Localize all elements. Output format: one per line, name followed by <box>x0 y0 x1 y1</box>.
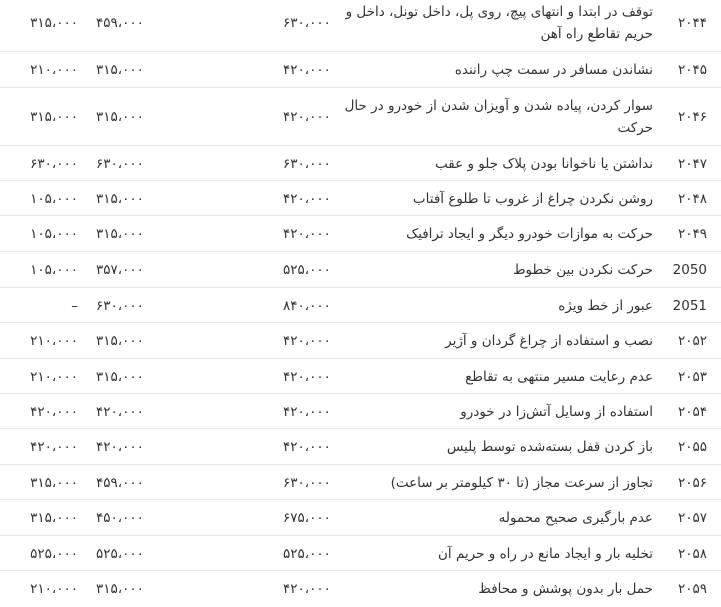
violation-code: ۲۰۵۴ <box>677 403 707 420</box>
violation-description: نداشتن یا ناخوانا بودن پلاک جلو و عقب <box>435 155 653 172</box>
table-row <box>0 0 721 52</box>
fine-amount-a: ۶۳۰،۰۰۰ <box>283 474 331 491</box>
violation-code: ۲۰۵۸ <box>677 545 707 562</box>
table-row <box>0 571 721 607</box>
violation-code: ۲۰۴۴ <box>677 15 707 31</box>
fine-amount-c: ۴۲۰،۰۰۰ <box>30 403 78 420</box>
fine-amount-c: ۲۱۰،۰۰۰ <box>30 368 78 385</box>
table-row <box>0 394 721 429</box>
fine-amount-b: ۶۳۰،۰۰۰ <box>96 297 144 314</box>
violation-code: ۲۰۵۵ <box>677 439 707 455</box>
fine-amount-c: ۲۱۰،۰۰۰ <box>30 581 78 597</box>
fine-amount-b: ۳۱۵،۰۰۰ <box>96 368 144 385</box>
fine-amount-b: ۴۵۰،۰۰۰ <box>96 510 144 526</box>
fine-amount-b: ۳۱۵،۰۰۰ <box>96 62 144 78</box>
fine-amount-b: ۳۱۵،۰۰۰ <box>96 581 144 597</box>
fine-amount-b: ۳۱۵،۰۰۰ <box>96 333 144 349</box>
table-row <box>0 323 721 359</box>
violation-code: 2050 <box>672 262 707 278</box>
table-row <box>0 359 721 394</box>
fine-amount-a: ۴۲۰،۰۰۰ <box>283 403 331 420</box>
violation-description: عبور از خط ویژه <box>558 297 653 314</box>
fine-amount-c: ۱۰۵،۰۰۰ <box>30 262 78 278</box>
violation-description: تجاوز از سرعت مجاز (تا ۳۰ کیلومتر بر ساعت) <box>390 474 653 491</box>
fine-amount-b: ۳۱۵،۰۰۰ <box>96 109 144 125</box>
violation-description: توقف در ابتدا و انتهای پیچ، روی پل، داخل تونل، داخل و حریم تقاطع راه آهن <box>345 4 653 42</box>
violation-description: عدم بارگیری صحیح محموله <box>498 510 653 526</box>
violation-code: ۲۰۴۸ <box>677 190 707 207</box>
fine-amount-b: ۴۲۰،۰۰۰ <box>96 439 144 455</box>
fine-amount-c: ۳۱۵،۰۰۰ <box>30 15 78 31</box>
violation-code: ۲۰۵۲ <box>677 333 707 349</box>
fine-amount-b: ۳۵۷،۰۰۰ <box>96 262 144 278</box>
table-row <box>0 465 721 500</box>
fine-amount-b: ۴۵۹،۰۰۰ <box>96 474 144 491</box>
violation-description: نشاندن مسافر در سمت چپ راننده <box>454 62 653 78</box>
fine-amount-a: ۴۲۰،۰۰۰ <box>283 109 331 125</box>
violation-code: ۲۰۵۳ <box>677 368 707 385</box>
fine-amount-c: – <box>71 297 78 314</box>
fine-amount-a: ۴۲۰،۰۰۰ <box>283 368 331 385</box>
violation-code: ۲۰۴۶ <box>677 109 707 125</box>
table-row <box>0 216 721 252</box>
fine-amount-c: ۲۱۰،۰۰۰ <box>30 62 78 78</box>
violation-code: ۲۰۴۵ <box>677 62 707 78</box>
fine-amount-a: ۴۲۰،۰۰۰ <box>283 581 331 597</box>
fine-amount-b: ۳۱۵،۰۰۰ <box>96 190 144 207</box>
violation-description: حمل بار بدون پوشش و محافظ <box>478 581 653 597</box>
fine-amount-b: ۶۳۰،۰۰۰ <box>96 155 144 172</box>
fine-amount-a: ۴۲۰،۰۰۰ <box>283 333 331 349</box>
fine-amount-b: ۴۲۰،۰۰۰ <box>96 403 144 420</box>
violation-description: نصب و استفاده از چراغ گردان و آژیر <box>445 333 653 349</box>
fine-amount-b: ۴۵۹،۰۰۰ <box>96 15 144 31</box>
table-row <box>0 536 721 571</box>
table-row <box>0 52 721 88</box>
violation-description: عدم رعایت مسیر منتهی به تقاطع <box>465 368 653 385</box>
fine-amount-a: ۶۳۰،۰۰۰ <box>283 15 331 31</box>
table-row <box>0 500 721 536</box>
table-row <box>0 288 721 323</box>
violation-code: ۲۰۵۹ <box>677 581 707 597</box>
violation-code: ۲۰۵۷ <box>677 510 707 526</box>
table-row <box>0 146 721 181</box>
fine-amount-a: ۴۲۰،۰۰۰ <box>283 226 331 242</box>
violation-code: ۲۰۴۹ <box>677 226 707 242</box>
fine-amount-a: ۵۲۵،۰۰۰ <box>283 545 331 562</box>
fine-amount-c: ۲۱۰،۰۰۰ <box>30 333 78 349</box>
violation-code: ۲۰۵۶ <box>677 474 707 491</box>
fine-amount-a: ۴۲۰،۰۰۰ <box>283 190 331 207</box>
table-row <box>0 88 721 146</box>
violation-description: حرکت نکردن بین خطوط <box>513 262 653 278</box>
violation-description: سوار کردن، پیاده شدن و آویزان شدن از خودرو در حال حرکت <box>344 98 653 136</box>
fine-amount-b: ۵۲۵،۰۰۰ <box>96 545 144 562</box>
table-row <box>0 429 721 465</box>
violation-description: حرکت به موازات خودرو دیگر و ایجاد ترافیک <box>406 226 653 242</box>
fine-amount-c: ۱۰۵،۰۰۰ <box>30 190 78 207</box>
violation-code: 2051 <box>672 297 707 314</box>
fine-amount-c: ۱۰۵،۰۰۰ <box>30 226 78 242</box>
fine-amount-a: ۶۳۰،۰۰۰ <box>283 155 331 172</box>
violation-code: ۲۰۴۷ <box>677 155 707 172</box>
fine-amount-c: ۴۲۰،۰۰۰ <box>30 439 78 455</box>
fine-amount-c: ۳۱۵،۰۰۰ <box>30 109 78 125</box>
fine-amount-b: ۳۱۵،۰۰۰ <box>96 226 144 242</box>
violation-description: روشن نکردن چراغ از غروب تا طلوع آفتاب <box>412 190 653 207</box>
fine-amount-a: ۵۲۵،۰۰۰ <box>283 262 331 278</box>
violation-description: تخلیه بار و ایجاد مانع در راه و حریم آن <box>437 545 653 562</box>
table-row <box>0 181 721 216</box>
fine-amount-c: ۳۱۵،۰۰۰ <box>30 510 78 526</box>
fine-amount-a: ۴۲۰،۰۰۰ <box>283 439 331 455</box>
violation-description: استفاده از وسایل آتش‌زا در خودرو <box>460 403 653 420</box>
violation-description: باز کردن قفل بسته‌شده توسط پلیس <box>446 439 653 455</box>
fine-amount-a: ۴۲۰،۰۰۰ <box>283 62 331 78</box>
fine-amount-c: ۳۱۵،۰۰۰ <box>30 474 78 491</box>
fine-amount-a: ۶۷۵،۰۰۰ <box>283 510 331 526</box>
fine-amount-c: ۶۳۰،۰۰۰ <box>30 155 78 172</box>
fine-amount-a: ۸۴۰،۰۰۰ <box>283 297 331 314</box>
fine-amount-c: ۵۲۵،۰۰۰ <box>30 545 78 562</box>
table-row <box>0 252 721 288</box>
